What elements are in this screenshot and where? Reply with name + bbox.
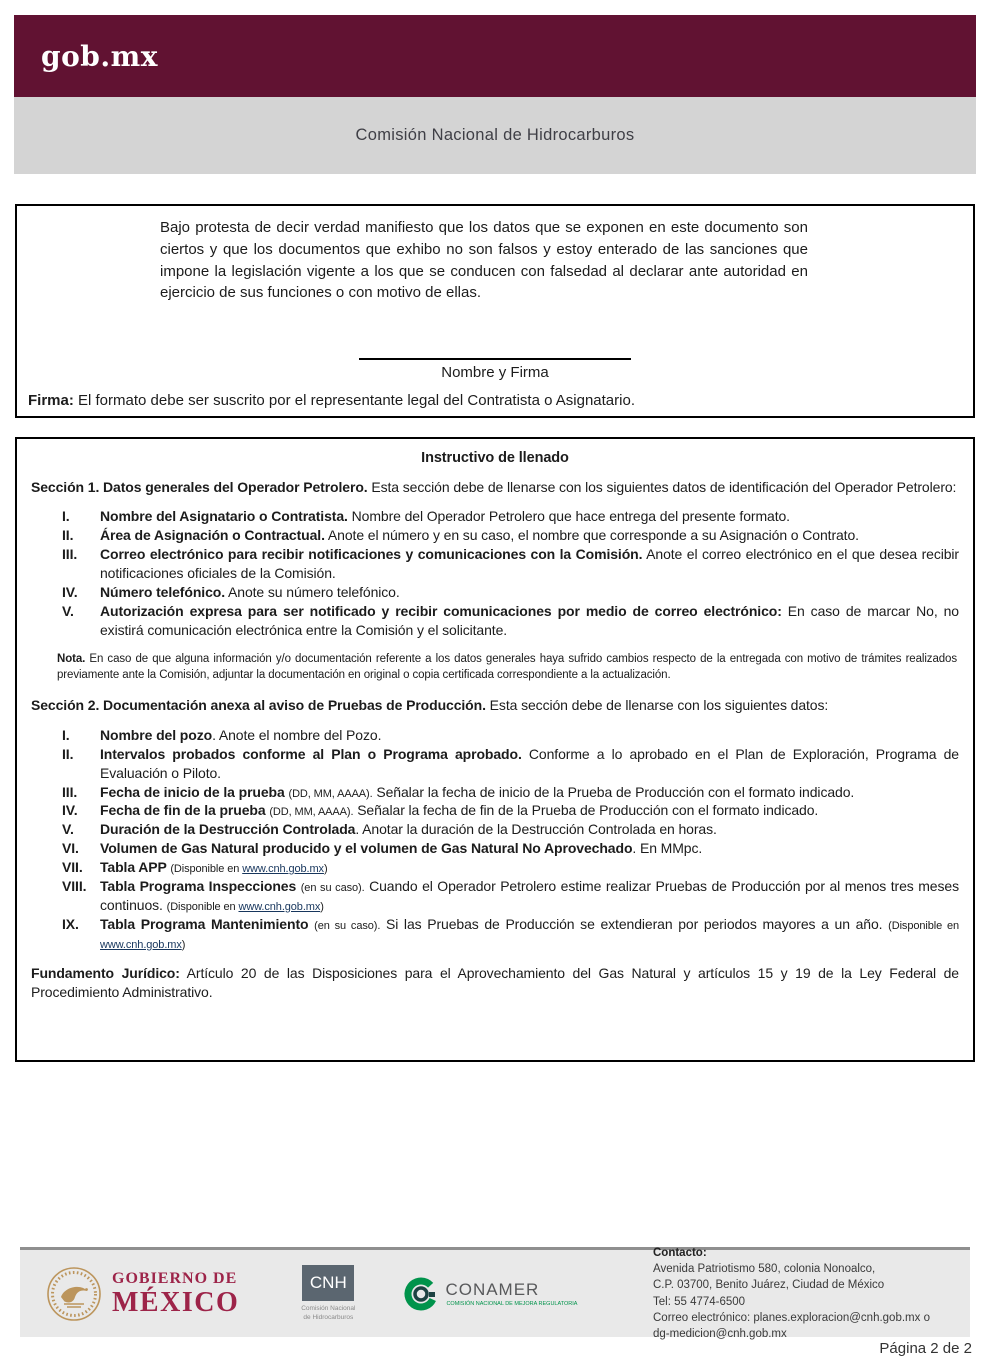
section1-heading-bold: Sección 1. Datos generales del Operador Petrolero.: [31, 478, 368, 495]
text-segment: Duración de la Destrucción Controlada: [100, 821, 356, 838]
conamer-logo: [401, 1274, 577, 1314]
text-segment: Intervalos probados conforme al Plan o Programa aprobado.: [100, 745, 522, 762]
item-text: [100, 820, 959, 839]
list-item: [62, 839, 959, 858]
list-item: [62, 726, 959, 745]
text-segment: ): [323, 863, 328, 876]
firma-text: El formato debe ser suscrito por el representante legal del Contratista o Asignatario.: [73, 392, 635, 409]
text-segment: (DD, MM, AAAA).: [288, 787, 373, 800]
text-segment: Cuando el Operador Petrolero estime realizar Pruebas de Producción por al menos tres meses continuos.: [100, 878, 959, 913]
mexico-seal-icon: [46, 1266, 102, 1322]
firma-note: [28, 392, 635, 409]
text-segment: Nombre del Operador Petrolero que hace entrega del presente formato.: [347, 508, 790, 525]
text-segment: Conforme a lo aprobado en el Plan de Exploración, Programa de Evaluación o Piloto.: [100, 745, 959, 781]
item-text: [100, 783, 959, 802]
list-item: [62, 745, 959, 783]
gobierno-line2: MÉXICO: [112, 1286, 240, 1318]
contact-line: C.P. 03700, Benito Juárez, Ciudad de México: [653, 1279, 885, 1292]
list-item: [62, 507, 959, 526]
list-item: [62, 526, 959, 545]
item-text: [100, 602, 959, 640]
section1-heading-rest: Esta sección debe de llenarse con los siguientes datos de identificación del Operador Petrolero:: [367, 478, 957, 495]
text-segment: Nombre del pozo: [100, 726, 213, 743]
conamer-ring-icon: [401, 1274, 441, 1314]
item-number: VI.: [62, 840, 79, 857]
text-segment: Fecha de fin de la prueba: [100, 802, 270, 819]
cnh-website-link[interactable]: www.cnh.gob.mx: [238, 900, 321, 913]
section2-heading: [31, 696, 959, 715]
item-text: [100, 839, 959, 858]
text-segment: Volumen de Gas Natural producido y el volumen de Gas Natural No Aprovechado: [100, 840, 633, 857]
section1-list: [31, 507, 959, 639]
conamer-text: [441, 1280, 577, 1307]
list-item: [62, 583, 959, 602]
list-item: [62, 858, 959, 877]
text-segment: Autorización expresa para ser notificado y recibir comunicaciones por medio de correo electrónico:: [100, 602, 782, 619]
text-segment: (Disponible en: [166, 900, 239, 913]
cnh-caption-line2: de Hidrocarburos: [303, 1313, 354, 1321]
list-item: [62, 801, 959, 820]
item-text: [100, 877, 959, 915]
item-number: VII.: [62, 859, 83, 876]
cnh-logo: [301, 1265, 355, 1322]
list-item: [62, 820, 959, 839]
item-text: [100, 745, 959, 783]
text-segment: . Anote el nombre del Pozo.: [212, 726, 382, 743]
section2-list: [31, 726, 959, 953]
conamer-name: CONAMER: [445, 1280, 540, 1299]
note-paragraph: [57, 651, 957, 684]
item-text: [100, 801, 959, 820]
cnh-website-link[interactable]: www.cnh.gob.mx: [242, 863, 324, 876]
cnh-caption-line1: Comisión Nacional: [301, 1305, 356, 1313]
text-segment: Tabla Programa Mantenimiento: [100, 915, 315, 932]
text-segment: Número telefónico.: [100, 584, 225, 601]
text-segment: . En MMpc.: [632, 840, 703, 857]
text-segment: Anote el número y en su caso, el nombre que corresponde a su Asignación o Contrato.: [324, 527, 859, 544]
cnh-caption: [301, 1305, 355, 1322]
declaration-box: [15, 204, 975, 418]
footer-band: [20, 1247, 970, 1340]
text-segment: Anote su número telefónico.: [225, 584, 400, 601]
item-number: V.: [62, 602, 74, 619]
section1-heading: [31, 478, 959, 497]
agency-title: Comisión Nacional de Hidrocarburos: [355, 126, 635, 144]
contact-line: dg-medicion@cnh.gob.mx: [653, 1327, 787, 1340]
text-segment: Tabla APP: [100, 859, 171, 876]
text-segment: Correo electrónico para recibir notificaciones y comunicaciones con la Comisión.: [100, 546, 643, 563]
legal-label: Fundamento Jurídico:: [31, 964, 180, 981]
agency-bar: [14, 97, 976, 174]
cnh-acronym: CNH: [302, 1265, 354, 1301]
page-number: Página 2 de 2: [879, 1340, 972, 1357]
text-segment: (Disponible en: [888, 919, 960, 932]
text-segment: Señalar la fecha de inicio de la Prueba de Producción con el formato indicado.: [372, 783, 855, 800]
instructions-title: Instructivo de llenado: [421, 450, 569, 466]
section2-heading-rest: Esta sección debe de llenarse con los siguientes datos:: [485, 697, 829, 714]
list-item: [62, 783, 959, 802]
contact-label: Contacto:: [653, 1247, 707, 1260]
text-segment: Nombre del Asignatario o Contratista.: [100, 508, 348, 525]
text-segment: Fecha de inicio de la prueba: [100, 783, 289, 800]
text-segment: (en su caso).: [300, 882, 365, 895]
item-number: II.: [62, 745, 74, 762]
contact-line: Tel: 55 4774-6500: [653, 1295, 746, 1308]
item-text: [100, 507, 959, 526]
text-segment: ): [320, 900, 324, 913]
gobmx-logo: gob.mx: [41, 39, 158, 73]
gobierno-de-mexico-logo: [112, 1271, 239, 1317]
text-segment: Anote el correo electrónico en el que desea recibir notificaciones oficiales de la Comisión.: [100, 546, 959, 582]
signature-area: [17, 358, 973, 381]
text-segment: (en su caso).: [314, 919, 381, 932]
section2-heading-bold: Sección 2. Documentación anexa al aviso de Pruebas de Producción.: [31, 697, 486, 714]
signature-caption: Nombre y Firma: [441, 364, 549, 381]
list-item: [62, 602, 959, 640]
signature-line: [359, 358, 631, 360]
instructions-box: [15, 437, 975, 1062]
legal-text: Artículo 20 de las Disposiciones para el Aprovechamiento del Gas Natural y artículos 15 y 19 de la Ley Federal de Procedimiento Administrativo.: [31, 964, 959, 1000]
gobierno-line1: GOBIERNO DE: [112, 1269, 238, 1287]
header-bar: [14, 15, 976, 97]
list-item: [62, 545, 959, 583]
text-segment: Señalar la fecha de fin de la Prueba de Producción con el formato indicado.: [353, 802, 819, 819]
list-item: [62, 877, 959, 915]
firma-label: Firma:: [28, 392, 74, 409]
item-number: V.: [62, 821, 74, 838]
item-number: IV.: [62, 584, 78, 601]
text-segment: Área de Asignación o Contractual.: [100, 527, 325, 544]
text-segment: Tabla Programa Inspecciones: [100, 878, 301, 895]
item-text: [100, 858, 959, 877]
conamer-caption: COMISIÓN NACIONAL DE MEJORA REGULATORIA: [446, 1301, 578, 1307]
item-number: II.: [62, 527, 74, 544]
item-text: [100, 726, 959, 745]
item-number: VIII.: [62, 878, 87, 895]
declaration-text: Bajo protesta de decir verdad manifiesto que los datos que se exponen en este documento son ciertos y que los documentos que exhibo no son falsos y estoy enterado de las sanciones que impone la legislación vigente a los que se conducen con falsedad al declarar ante autoridad en ejercicio de sus funciones o con motivo de ellas.: [160, 219, 808, 302]
list-item: [62, 915, 959, 953]
note-text: En caso de que alguna información y/o documentación referente a los datos generales haya sufrido cambios respecto de la entregada con motivo de trámites realizados previamente ante la Comisión, adjuntar la documentación en original o copia certificada correspondiente a la actualización.: [57, 652, 957, 682]
item-text: [100, 583, 959, 602]
item-text: [100, 915, 959, 953]
contact-line: Correo electrónico: planes.exploracion@cnh.gob.mx o: [653, 1311, 930, 1324]
text-segment: En caso de marcar No, no existirá comunicación electrónica entre la Comisión y el solicitante.: [100, 602, 959, 638]
item-number: III.: [62, 546, 78, 563]
cnh-website-link[interactable]: www.cnh.gob.mx: [100, 938, 182, 951]
item-text: [100, 526, 959, 545]
note-label: Nota.: [57, 652, 86, 665]
item-number: IX.: [62, 915, 79, 932]
contact-line: Avenida Patriotismo 580, colonia Nonoalco,: [653, 1263, 876, 1276]
item-number: III.: [62, 783, 78, 800]
legal-basis: [31, 964, 959, 1002]
item-text: [100, 545, 959, 583]
item-number: I.: [62, 508, 70, 525]
text-segment: (Disponible en: [170, 863, 243, 876]
item-number: IV.: [62, 802, 78, 819]
item-number: I.: [62, 726, 70, 743]
contact-block: [653, 1245, 958, 1342]
text-segment: (DD, MM, AAAA).: [269, 806, 354, 819]
text-segment: ): [181, 938, 186, 951]
text-segment: Si las Pruebas de Producción se extendieran por periodos mayores a un año.: [380, 915, 889, 932]
text-segment: . Anotar la duración de la Destrucción Controlada en horas.: [355, 821, 717, 838]
